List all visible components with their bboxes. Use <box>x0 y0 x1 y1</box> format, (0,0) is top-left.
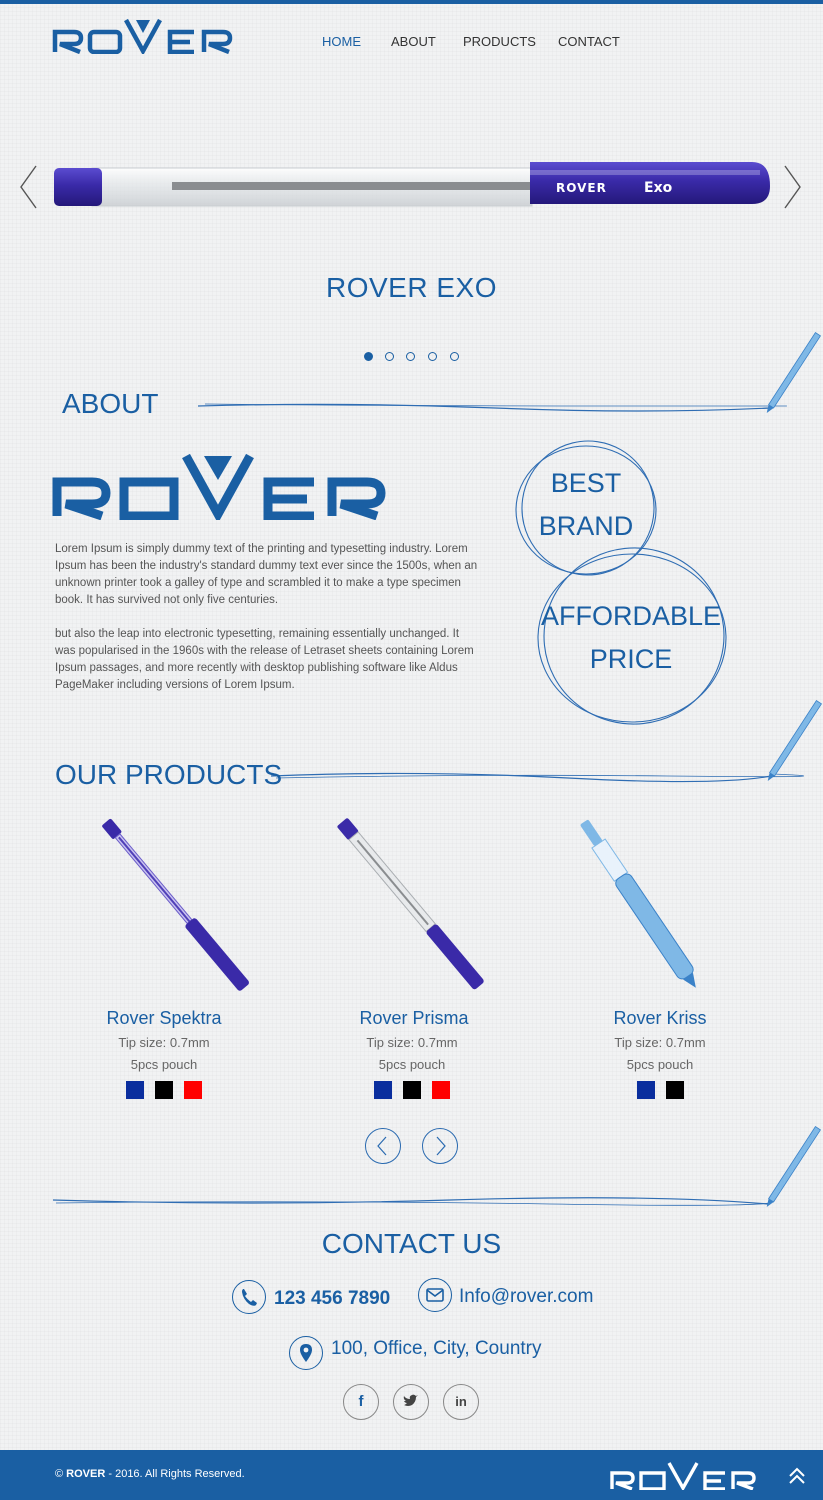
footer-brand: ROVER <box>66 1468 106 1480</box>
swatch-blue[interactable] <box>374 1081 392 1099</box>
header-logo[interactable] <box>52 18 252 54</box>
email-icon <box>418 1278 452 1312</box>
hero-pen-brand: ROVER <box>556 181 607 195</box>
location-pin-icon <box>289 1336 323 1370</box>
contact-address: 100, Office, City, Country <box>331 1338 542 1359</box>
nav-home[interactable]: HOME <box>322 34 361 49</box>
products-divider-pen-icon <box>268 690 823 786</box>
swatch-black[interactable] <box>666 1081 684 1099</box>
contact-heading: CONTACT US <box>321 1228 502 1259</box>
slider-next-arrow-icon[interactable] <box>783 164 803 210</box>
product-image-kriss[interactable] <box>576 814 736 998</box>
footer <box>0 1450 823 1500</box>
facebook-icon[interactable]: f <box>343 1384 379 1420</box>
top-accent-bar <box>0 0 823 4</box>
about-heading: ABOUT <box>62 388 159 419</box>
swatch-black[interactable] <box>403 1081 421 1099</box>
badge-brand-line: BRAND <box>538 511 634 541</box>
footer-copyright-symbol: © <box>55 1468 64 1480</box>
about-paragraph-2: but also the leap into electronic typesetting, remaining essentially unchanged. It was popularised in the 1960s with the release of Letraset sheets containing Lorem Ipsum passages, and more recently with desktop publishing software like Aldus PageMaker including versions of Lorem Ipsum. <box>55 628 474 691</box>
swatch-blue[interactable] <box>126 1081 144 1099</box>
product-name-prisma[interactable]: Rover Prisma <box>359 1008 469 1028</box>
about-divider-pen-icon <box>195 320 823 414</box>
scroll-to-top-icon[interactable] <box>788 1466 806 1486</box>
product-tip-prisma: Tip size: 0.7mm <box>366 1035 458 1050</box>
badge-best-line: BEST <box>550 468 622 498</box>
product-tip-kriss: Tip size: 0.7mm <box>614 1035 706 1050</box>
contact-email[interactable]: Info@rover.com <box>459 1286 594 1307</box>
phone-icon <box>232 1280 266 1314</box>
swatch-black[interactable] <box>155 1081 173 1099</box>
product-name-spektra[interactable]: Rover Spektra <box>106 1008 222 1028</box>
product-pack-spektra: 5pcs pouch <box>130 1057 198 1072</box>
nav-contact[interactable]: CONTACT <box>558 34 620 49</box>
footer-copyright-text: - 2016. All Rights Reserved. <box>108 1468 245 1480</box>
nav-about[interactable]: ABOUT <box>391 34 436 49</box>
footer-copyright <box>55 1468 245 1480</box>
about-paragraph-1: Lorem Ipsum is simply dummy text of the printing and typesetting industry. Lorem Ipsum has been the industry's standard dummy text ever since the 1500s, when an unknown printer took a galley of type and scrambled it to make a type specimen book. It has survived not only five centuries. <box>55 543 478 606</box>
products-heading: OUR PRODUCTS <box>55 759 283 790</box>
swatch-blue[interactable] <box>637 1081 655 1099</box>
hero-pen-image <box>52 158 774 214</box>
product-tip-spektra: Tip size: 0.7mm <box>118 1035 210 1050</box>
twitter-icon[interactable] <box>393 1384 429 1420</box>
nav-products[interactable]: PRODUCTS <box>463 34 536 49</box>
badge-best-brand <box>516 462 656 548</box>
footer-logo[interactable] <box>610 1462 772 1490</box>
product-image-spektra[interactable] <box>96 814 252 994</box>
hero-pen-model: Exo <box>644 180 673 196</box>
badge-price-line: PRICE <box>589 644 673 674</box>
badge-affordable-line: AFFORDABLE <box>540 601 722 631</box>
product-name-kriss[interactable]: Rover Kriss <box>613 1008 707 1028</box>
slider-prev-arrow-icon[interactable] <box>18 164 38 210</box>
linkedin-icon[interactable]: in <box>443 1384 479 1420</box>
about-logo <box>52 452 412 520</box>
badge-affordable-price <box>535 595 727 681</box>
product-image-prisma[interactable] <box>332 814 488 994</box>
product-pack-kriss: 5pcs pouch <box>626 1057 694 1072</box>
swatch-red[interactable] <box>432 1081 450 1099</box>
contact-divider-pen-icon <box>50 1120 823 1212</box>
product-pack-prisma: 5pcs pouch <box>378 1057 446 1072</box>
slider-title: ROVER EXO <box>326 272 497 303</box>
contact-phone[interactable]: 123 456 7890 <box>274 1288 391 1309</box>
swatch-red[interactable] <box>184 1081 202 1099</box>
